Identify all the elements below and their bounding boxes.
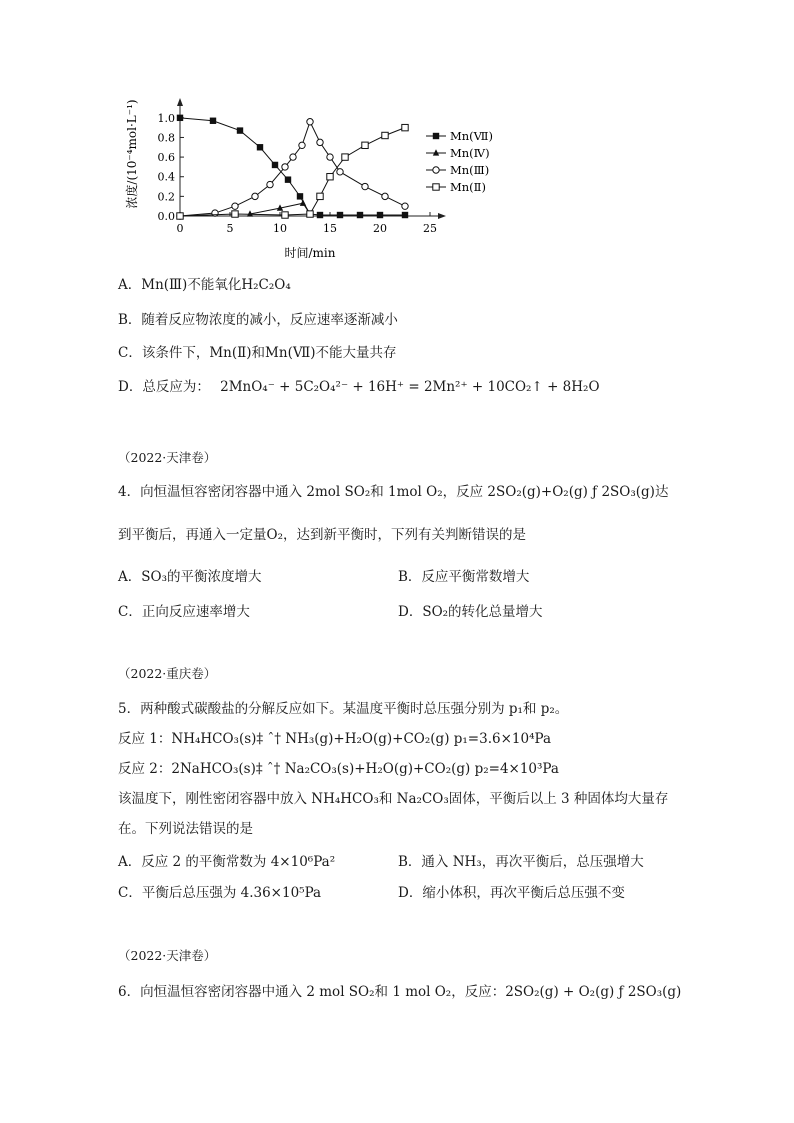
data-point xyxy=(300,199,306,205)
data-point xyxy=(285,176,291,182)
x-axis-arrow xyxy=(438,213,446,219)
data-point xyxy=(317,193,323,199)
q4-option-a: A．SO₃的平衡浓度增大 xyxy=(118,569,262,585)
concentration-time-chart xyxy=(120,92,520,262)
series-2 xyxy=(177,119,408,220)
q5-stem-line1: 5．两种酸式碳酸盐的分解反应如下。某温度平衡时总压强分别为 p₁和 p₂。 xyxy=(118,701,569,717)
legend-entry xyxy=(426,129,493,143)
chart-series xyxy=(177,115,408,220)
x-tick-label: 0 xyxy=(176,222,184,235)
y-axis-label: 浓度/(10⁻⁴mol·L⁻¹) xyxy=(125,99,139,209)
series-line xyxy=(180,128,405,216)
data-point xyxy=(282,212,288,218)
x-tick-label: 20 xyxy=(373,222,387,235)
data-point xyxy=(433,184,439,190)
data-point xyxy=(252,193,258,199)
data-point xyxy=(337,169,343,175)
data-point xyxy=(357,212,363,218)
data-point xyxy=(232,203,238,209)
x-tick-label: 15 xyxy=(323,222,337,235)
q4-stem-line2: 到平衡后，再通入一定量O₂，达到新平衡时，下列有关判断错误的是 xyxy=(118,527,526,543)
q3-option-b: B．随着反应物浓度的减小，反应速率逐渐减小 xyxy=(118,312,398,328)
data-point xyxy=(433,133,439,139)
y-tick-label: 1.0 xyxy=(157,111,175,125)
q5-option-b: B．通入 NH₃，再次平衡后，总压强增大 xyxy=(398,854,644,870)
data-point xyxy=(327,174,333,180)
data-point xyxy=(362,142,368,148)
legend-entry xyxy=(426,180,486,194)
legend-label: Mn(Ⅳ) xyxy=(450,146,490,160)
data-point xyxy=(299,142,305,148)
legend-entry xyxy=(426,163,489,177)
legend-entry xyxy=(426,146,490,160)
series-0 xyxy=(177,115,408,219)
data-point xyxy=(433,167,439,173)
data-point xyxy=(433,149,439,155)
q4-option-d: D．SO₂的转化总量增大 xyxy=(398,604,543,620)
data-point xyxy=(307,211,313,217)
data-point xyxy=(382,132,388,138)
y-tick-label: 0.4 xyxy=(157,170,175,184)
q5-option-a: A．反应 2 的平衡常数为 4×10⁶Pa² xyxy=(118,854,336,870)
data-point xyxy=(337,212,343,218)
q4-stem-line1: 4．向恒温恒容密闭容器中通入 2mol SO₂和 1mol O₂，反应 2SO₂(g)+O₂(g) ƒ 2SO₃(g)达 xyxy=(118,484,669,500)
q3-option-a: A．Mn(Ⅲ)不能氧化H₂C₂O₄ xyxy=(118,277,291,293)
data-point xyxy=(257,144,263,150)
y-tick-label: 0.0 xyxy=(157,210,175,223)
y-tick-label: 0.2 xyxy=(157,190,175,204)
q5-stem-line5: 在。下列说法错误的是 xyxy=(118,821,253,837)
q5-reaction-1: 反应 1：NH₄HCO₃(s)‡ ˆ† NH₃(g)+H₂O(g)+CO₂(g) p₁=3.6×10⁴Pa xyxy=(118,731,552,747)
data-point xyxy=(307,119,313,125)
q4-option-c: C．正向反应速率增大 xyxy=(118,604,250,620)
q6-source-tag: （2022·天津卷） xyxy=(118,948,217,963)
x-axis-label: 时间/min xyxy=(284,246,336,260)
q6-stem-line1: 6．向恒温恒容密闭容器中通入 2 mol SO₂和 1 mol O₂，反应：2SO₂(g) + O₂(g) ƒ 2SO₃(g) xyxy=(118,984,682,1000)
y-axis-arrow xyxy=(177,98,183,106)
x-tick-label: 10 xyxy=(273,222,287,235)
chart-legend xyxy=(426,129,493,194)
q3-option-d-prefix: D．总反应为： xyxy=(118,379,210,395)
data-point xyxy=(297,193,303,199)
data-point xyxy=(402,203,408,209)
legend-label: Mn(Ⅲ) xyxy=(450,163,490,177)
data-point xyxy=(210,118,216,124)
q4-source-tag: （2022·天津卷） xyxy=(118,450,217,465)
q5-option-d: D．缩小体积，再次平衡后总压强不变 xyxy=(398,885,625,901)
data-point xyxy=(317,139,323,145)
data-point xyxy=(282,164,288,170)
data-point xyxy=(237,127,243,133)
data-point xyxy=(290,154,296,160)
data-point xyxy=(377,212,383,218)
series-line xyxy=(180,118,405,215)
data-point xyxy=(402,124,408,130)
data-point xyxy=(382,193,388,199)
y-tick-label: 0.6 xyxy=(157,151,175,165)
q5-option-c: C．平衡后总压强为 4.36×10⁵Pa xyxy=(118,885,322,901)
q3-option-d-equation: 2MnO₄⁻ + 5C₂O₄²⁻ + 16H⁺ = 2Mn²⁺ + 10CO₂↑ + 8H₂O xyxy=(220,379,600,395)
data-point xyxy=(342,154,348,160)
data-point xyxy=(267,181,273,187)
data-point xyxy=(272,162,278,168)
series-line xyxy=(180,122,405,216)
q5-source-tag: （2022·重庆卷） xyxy=(118,666,217,681)
data-point xyxy=(317,212,323,218)
x-tick-label: 25 xyxy=(423,222,437,235)
data-point xyxy=(232,211,238,217)
q5-reaction-2: 反应 2：2NaHCO₃(s)‡ ˆ† Na₂CO₃(s)+H₂O(g)+CO₂(g) p₂=4×10³Pa xyxy=(118,761,559,777)
q3-option-c: C．该条件下，Mn(Ⅱ)和Mn(Ⅶ)不能大量共存 xyxy=(118,345,397,361)
data-point xyxy=(177,115,183,121)
legend-label: Mn(Ⅶ) xyxy=(450,129,493,143)
y-tick-label: 0.8 xyxy=(157,131,175,145)
data-point xyxy=(327,154,333,160)
q3-option-d xyxy=(118,378,600,396)
x-tick-label: 5 xyxy=(226,222,234,235)
data-point xyxy=(362,183,368,189)
data-point xyxy=(402,212,408,218)
q4-option-b: B．反应平衡常数增大 xyxy=(398,569,530,585)
q5-stem-line4: 该温度下，刚性密闭容器中放入 NH₄HCO₃和 Na₂CO₃固体，平衡后以上 3 种固体均大量存 xyxy=(118,791,669,807)
legend-label: Mn(Ⅱ) xyxy=(450,180,486,194)
data-point xyxy=(177,213,183,219)
